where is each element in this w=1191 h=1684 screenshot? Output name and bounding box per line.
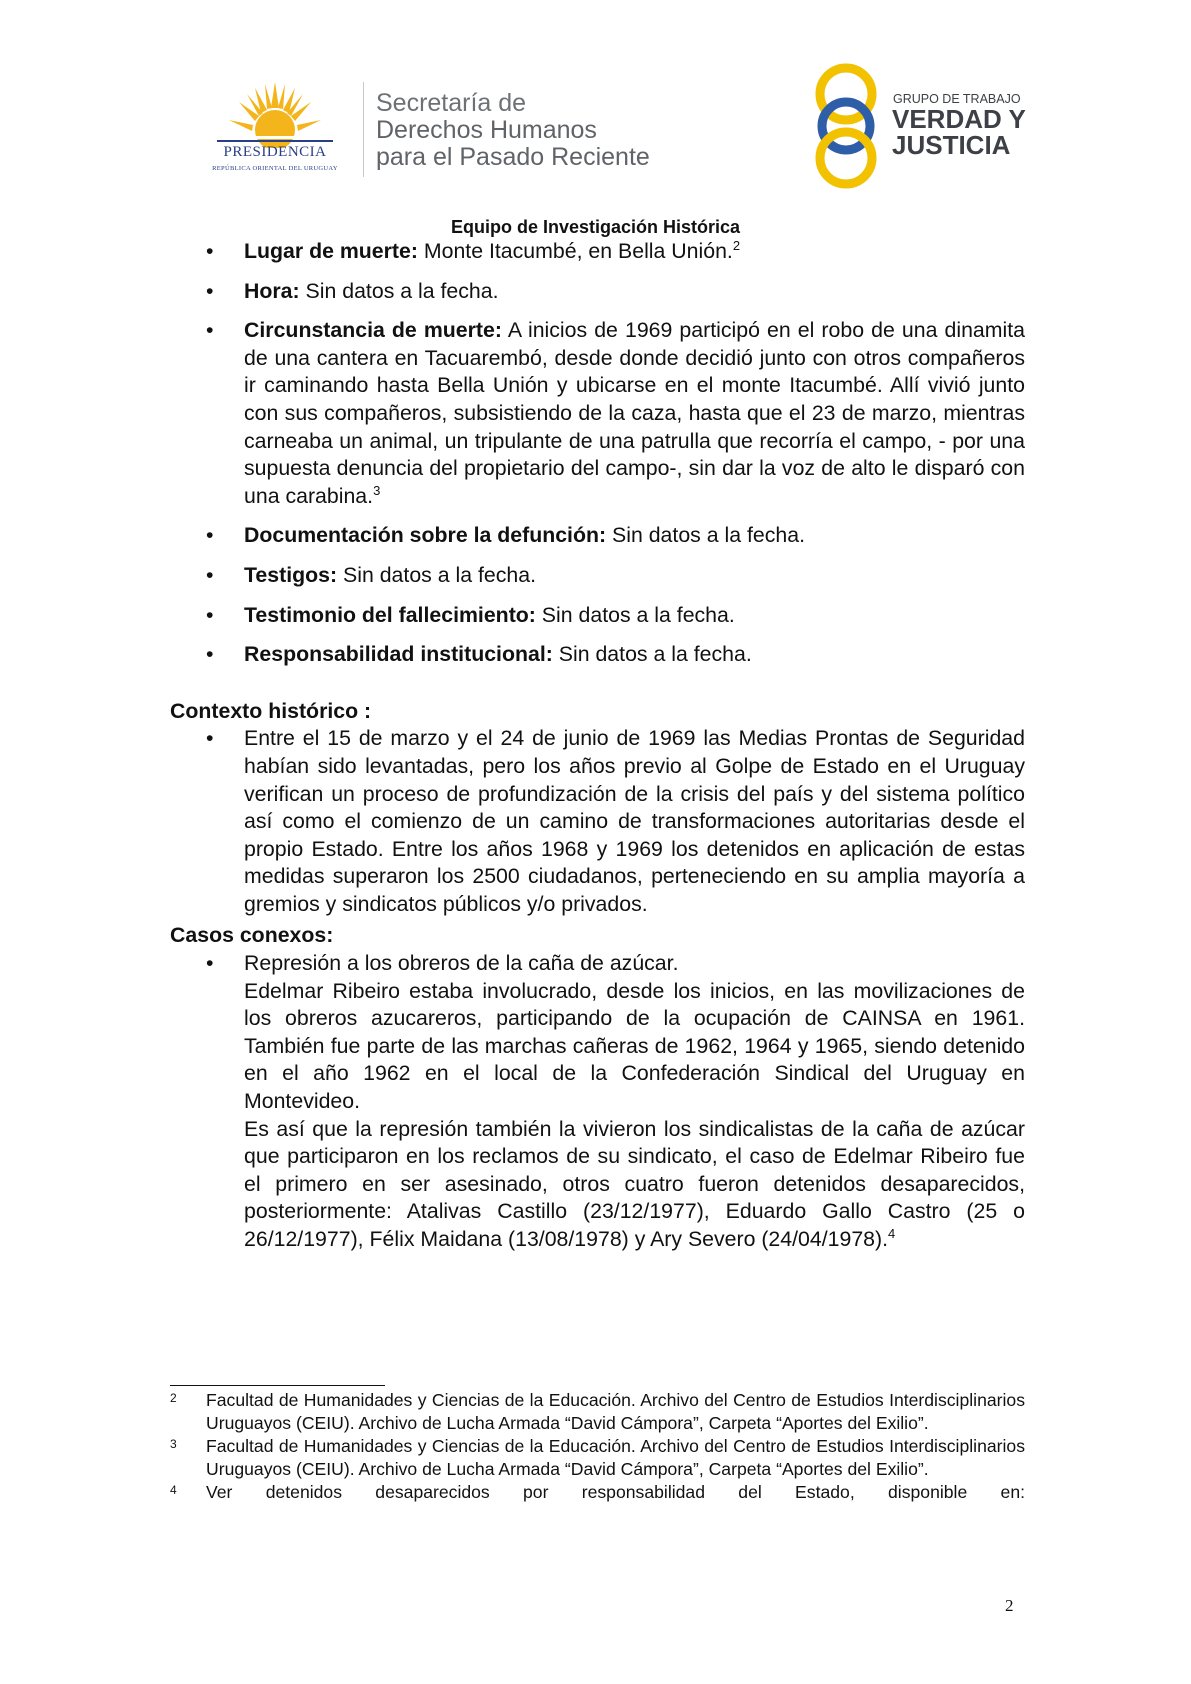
- fact-text: Sin datos a la fecha.: [337, 562, 536, 587]
- fact-responsabilidad: [170, 641, 1025, 669]
- contexto-item: [170, 725, 1025, 918]
- fact-circunstancia: [170, 317, 1025, 510]
- presidencia-text: PRESIDENCIA: [223, 144, 327, 160]
- fact-label: Documentación sobre la defunción:: [244, 523, 607, 548]
- fact-testimonio: [170, 602, 1025, 630]
- grupo-trabajo-text: GRUPO DE TRABAJO: [893, 92, 1021, 106]
- document-body: [170, 238, 1025, 1254]
- contexto-heading: Contexto histórico :: [170, 698, 372, 723]
- footnote-separator: [170, 1385, 385, 1386]
- fact-text: Sin datos a la fecha.: [299, 278, 499, 303]
- fact-label: Testimonio del fallecimiento:: [244, 602, 536, 627]
- presidencia-subtext: REPÚBLICA ORIENTAL DEL URUGUAY: [212, 165, 338, 172]
- secretaria-line-2: Derechos Humanos: [376, 116, 597, 144]
- fact-hora: [170, 278, 1025, 306]
- casos-paragraph-1: Edelmar Ribeiro estaba involucrado, desde los inicios, en las movilizaciones de los obreros azucareros, participando de la ocupación de CAINSA en 1961. También fue parte de las marchas cañeras de 1962, 1964 y 1965, siendo detenido en el año 1962 en el local de la Confederación Sindical del Uruguay en Montevideo.: [244, 978, 1025, 1114]
- fact-text: Sin datos a la fecha.: [535, 602, 735, 627]
- fact-testigos: [170, 562, 1025, 590]
- facts-list: [170, 238, 1025, 669]
- fact-text: A inicios de 1969 participó en el robo de una dinamita de una cantera en Tacuarembó, desde donde decidió junto con otros compañeros ir caminando hasta Bella Unión y ubicarse en el monte Itacumbé. Allí vivió junto con sus compañeros, subsistiendo de la caza, hasta que el 23 de marzo, mientras carneaba un animal, un tripulante de una patrulla que recorría el campo, - por una supuesta denuncia del propietario del campo-, sin dar la voz de alto le disparó con una carabina.: [244, 318, 1025, 508]
- footnote-4: [170, 1481, 1025, 1504]
- footnote-text: Ver detenidos desaparecidos por responsabilidad del Estado, disponible en:: [206, 1482, 1025, 1502]
- page-header: [0, 0, 1191, 215]
- secretaria-logo-text: [376, 90, 650, 171]
- footnote-number: 3: [170, 1437, 177, 1451]
- fact-label: Circunstancia de muerte:: [244, 318, 502, 343]
- casos-paragraph-2: [244, 1116, 1025, 1254]
- footnote-ref[interactable]: 3: [373, 482, 381, 498]
- fact-text: Sin datos a la fecha.: [606, 523, 805, 548]
- fact-text: Monte Itacumbé, en Bella Unión.: [417, 239, 733, 263]
- page-number: 2: [1005, 1596, 1014, 1615]
- presidencia-logo: [195, 78, 355, 178]
- fact-label: Responsabilidad institucional:: [244, 642, 553, 667]
- secretaria-line-1: Secretaría de: [376, 89, 527, 117]
- footnote-text: Facultad de Humanidades y Ciencias de la Educación. Archivo del Centro de Estudios Interdisciplinarios Uruguayos (CEIU). Archivo de Lucha Armada “David Cámpora”, Carpeta “Aportes del Exilio”.: [206, 1436, 1025, 1479]
- sun-icon: [195, 78, 355, 148]
- footnote-number: 2: [170, 1391, 177, 1405]
- casos-heading: Casos conexos:: [170, 923, 334, 948]
- footnotes: [170, 1389, 1025, 1504]
- fact-lugar: [170, 238, 1025, 266]
- fact-label: Lugar de muerte:: [244, 239, 418, 263]
- fact-label: Hora:: [244, 278, 300, 303]
- secretaria-line-3: para el Pasado Reciente: [376, 143, 650, 171]
- footnote-ref[interactable]: 4: [888, 1225, 896, 1241]
- verdad-justicia-logo: [808, 60, 1048, 190]
- footnote-text: Facultad de Humanidades y Ciencias de la Educación. Archivo del Centro de Estudios Interdisciplinarios Uruguayos (CEIU). Archivo de Lucha Armada “David Cámpora”, Carpeta “Aportes del Exilio”.: [206, 1390, 1025, 1433]
- footnote-2: [170, 1389, 1025, 1435]
- casos-item: [170, 950, 1025, 1254]
- footnote-number: 4: [170, 1483, 177, 1497]
- fact-label: Testigos:: [244, 562, 338, 587]
- casos-item-title: • Represión a los obreros de la caña de azúcar.: [244, 951, 679, 976]
- team-heading: Equipo de Investigación Histórica: [450, 217, 741, 237]
- fact-documentacion: [170, 522, 1025, 550]
- footnote-3: [170, 1435, 1025, 1481]
- justicia-text: JUSTICIA: [892, 130, 1011, 160]
- verdad-text: VERDAD Y: [892, 104, 1026, 134]
- casos-list: [170, 950, 1025, 1254]
- chain-rings-icon: [808, 60, 898, 190]
- footnote-ref[interactable]: 2: [732, 237, 741, 253]
- header-divider: [363, 82, 364, 177]
- fact-text: Sin datos a la fecha.: [552, 642, 752, 667]
- contexto-text: Entre el 15 de marzo y el 24 de junio de 1969 las Medias Prontas de Seguridad habían sido levantadas, pero los años previo al Golpe de Estado en el Uruguay verifican un proceso de profundización de la crisis del país y del sistema político así como el comienzo de un camino de transformaciones autoritarias desde el propio Estado. Entre los años 1968 y 1969 los detenidos en aplicación de estas medidas superaron los 2500 ciudadanos, perteneciendo en su amplia mayoría a gremios y sindicatos públicos y/o privados.: [244, 726, 1025, 916]
- contexto-list: [170, 725, 1025, 918]
- casos-paragraph-2-text: Es así que la represión también la vivieron los sindicalistas de la caña de azúcar que participaron en los reclamos de su sindicato, el caso de Edelmar Ribeiro fue el primero en ser asesinado, otros cuatro fueron detenidos desaparecidos, posteriormente: Atalivas Castillo (23/12/1977), Eduardo Gallo Castro (25 o 26/12/1977), Félix Maidana (13/08/1978) y Ary Severo (24/04/1978).: [244, 1116, 1025, 1251]
